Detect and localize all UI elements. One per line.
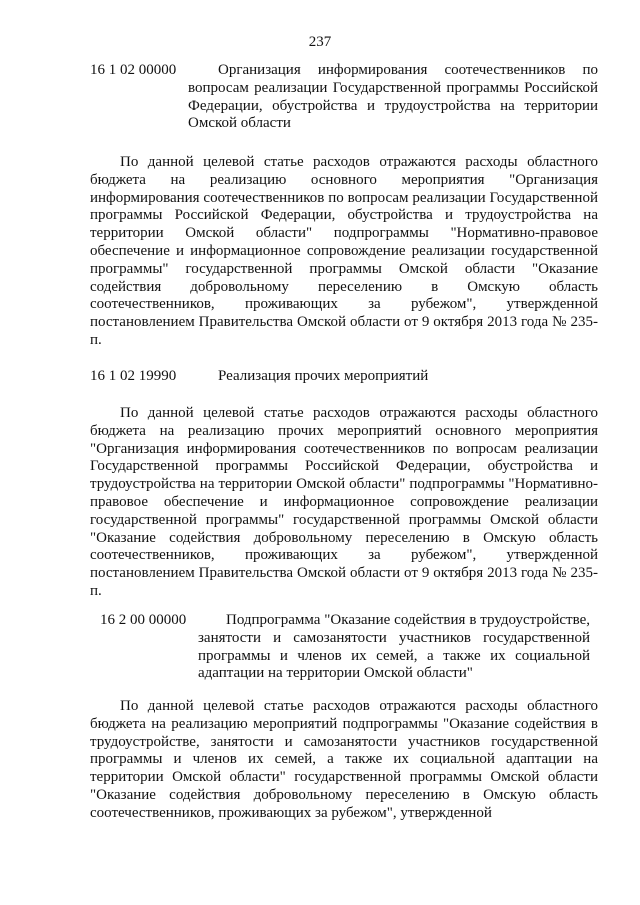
classification-code: 16 1 02 19990	[90, 368, 177, 384]
section-title: Организация информирования соотечественников по вопросам реализации Государственной программы Российской Федерации, обустройства и трудоустройства на территории Омской области	[188, 62, 598, 132]
section-title: Подпрограмма "Оказание содействия в трудоустройстве, занятости и самозанятости участников государственной программы и членов их семей, а также их социальной адаптации на территории Омской области"	[198, 612, 590, 682]
classification-code: 16 1 02 00000	[90, 62, 177, 78]
page-number: 237	[308, 34, 332, 50]
classification-code: 16 2 00 00000	[100, 612, 187, 628]
section-paragraph: По данной целевой статье расходов отражаются расходы областного бюджета на реализацию основного мероприятия "Организация информирования соотечественников по вопросам реализации Государственной программы Российской Федерации, обустройства и трудоустройства на территории Омской области" подпрограммы "Нормативно-правовое обеспечение и информационное сопровождение реализации государственной программы" государственной программы Омской области "Оказание содействия добровольному переселению в Омскую область соотечественников, проживающих за рубежом", утвержденной постановлением Правительства Омской области от 9 октября 2013 года № 235-п.	[90, 154, 598, 348]
section-title: Реализация прочих мероприятий	[218, 368, 429, 384]
section-paragraph: По данной целевой статье расходов отражаются расходы областного бюджета на реализацию мероприятий подпрограммы "Оказание содействия в трудоустройстве, занятости и самозанятости участников государственной программы и членов их семей, а также их социальной адаптации на территории Омской области" государственной программы Омской области "Оказание содействия добровольному переселению в Омскую область соотечественников, проживающих за рубежом", утвержденной	[90, 698, 598, 821]
section-paragraph: По данной целевой статье расходов отражаются расходы областного бюджета на реализацию прочих мероприятий основного мероприятия "Организация информирования соотечественников по вопросам реализации Государственной программы Российской Федерации, обустройства и трудоустройства на территории Омской области" подпрограммы "Нормативно-правовое обеспечение и информационное сопровождение реализации государственной программы" государственной программы Омской области "Оказание содействия добровольному переселению в Омскую область соотечественников, проживающих за рубежом", утвержденной постановлением Правительства Омской области от 9 октября 2013 года № 235-п.	[90, 405, 598, 599]
